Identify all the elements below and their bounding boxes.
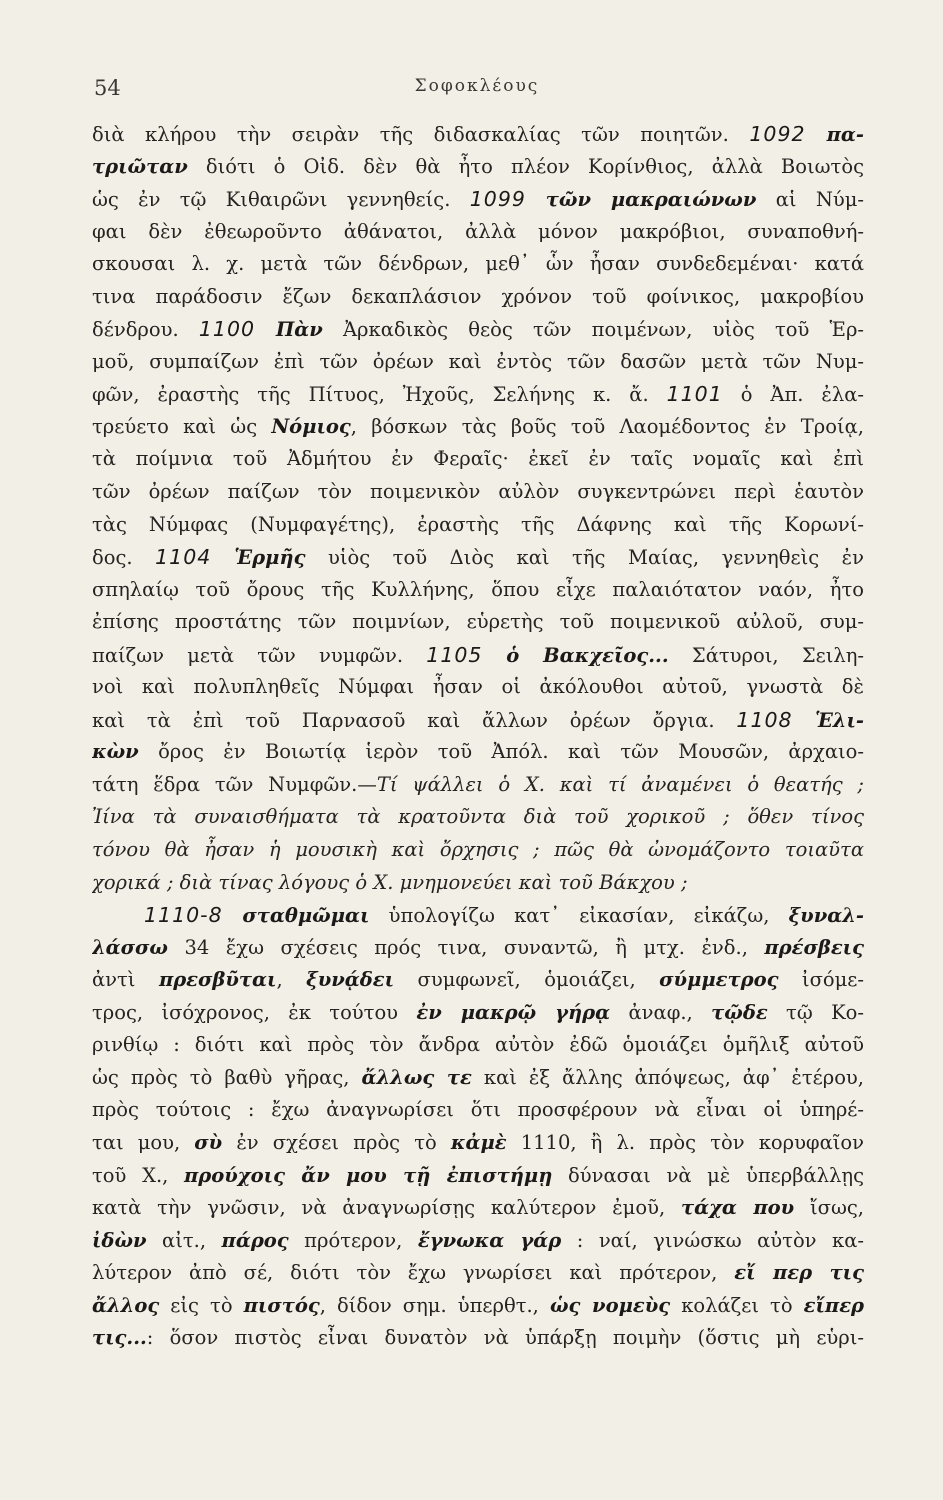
lemma: ἔγνωκα γάρ <box>417 1228 562 1252</box>
commentary-text <box>92 118 864 1355</box>
text-line <box>92 216 864 249</box>
text-segment: εἰς τὸ <box>159 1293 244 1317</box>
text-segment: πρότερον, <box>288 1228 418 1252</box>
text-segment: διὰ κλήρου τὴν σειρὰν τῆς διδασκαλίας τῶν ποιητῶν. <box>92 123 750 146</box>
verse-number: 1104 <box>155 545 212 570</box>
text-line <box>92 736 864 769</box>
text-line <box>92 801 864 834</box>
text-line <box>92 1160 864 1193</box>
verse-number: 1099 <box>469 187 526 212</box>
text-line <box>92 248 864 281</box>
text-line <box>92 1127 864 1160</box>
text-line <box>92 443 864 476</box>
lemma: τῶν μακραιώνων <box>525 188 757 212</box>
text-segment: τινα παράδοσιν ἔζων δεκαπλάσιον χρόνον τοῦ φοίνικος, μακροβίου <box>92 284 864 308</box>
page-header <box>92 66 862 106</box>
text-segment: τρος, ἰσόχρονος, ἐκ τούτου <box>92 1000 417 1024</box>
lemma: πα- <box>805 123 864 146</box>
text-line <box>92 671 864 704</box>
text-line <box>92 346 864 379</box>
lemma: ξυναλ- <box>788 904 864 928</box>
text-segment: ἐν σχέσει πρὸς τὸ <box>222 1130 451 1154</box>
text-line <box>92 183 864 216</box>
text-segment: δος. <box>92 546 156 570</box>
text-line <box>92 1225 864 1258</box>
text-line <box>92 574 864 607</box>
text-segment: καὶ τὰ ἐπὶ τοῦ Παρνασοῦ καὶ ἄλλων ὀρέων ὄργια. <box>92 708 737 732</box>
question-text: τόνου θὰ ἦσαν ἡ μουσικὴ καὶ ὄρχησις ; πῶς θὰ ὠνομάζοντο τοιαῦτα <box>92 838 864 862</box>
lemma: ὁ Βακχεῖος... <box>482 643 669 667</box>
lemma: σὺ <box>194 1130 223 1154</box>
lemma: εἴ περ τις <box>734 1261 864 1285</box>
running-head: Σοφοκλέους <box>414 76 540 96</box>
text-line <box>92 964 864 997</box>
text-segment: αἱ Νύμ- <box>756 188 864 212</box>
text-segment: συμφωνεῖ, ὁμοιάζει, <box>394 968 660 992</box>
question-text: Τί ψάλλει ὁ Χ. καὶ τί ἀναμένει ὁ θεατής ; <box>376 772 864 796</box>
text-line <box>92 606 864 639</box>
text-line <box>92 476 864 509</box>
text-line <box>92 378 864 411</box>
text-segment: νοὶ καὶ πολυπληθεῖς Νύμφαι ἦσαν οἱ ἀκόλουθοι αὐτοῦ, γνωστὰ δὲ <box>92 675 864 699</box>
lemma: ἄλλως τε <box>361 1065 472 1089</box>
lemma: Πὰν <box>255 318 323 342</box>
lemma: ἰδὼν <box>92 1228 147 1252</box>
lemma: Ἑλι- <box>792 708 864 732</box>
lemma: σύμμετρος <box>659 968 779 992</box>
text-segment: φαι δὲν ἐθεωροῦντο ἀθάνατοι, ἀλλὰ μόνον μακρόβιοι, συναποθνή- <box>92 219 864 243</box>
text-segment: δύνασαι νὰ μὲ ὑπερβάλλῃς <box>552 1163 864 1187</box>
lemma: προύχοις ἄν μου τῇ ἐπιστήμῃ <box>184 1163 553 1187</box>
text-segment: ἀντὶ <box>92 968 159 992</box>
text-segment: ὄρος ἐν Βοιωτίᾳ ἱερὸν τοῦ Ἀπόλ. καὶ τῶν Μουσῶν, ἀρχαιο- <box>138 740 864 764</box>
text-segment: Σάτυροι, Σειλη- <box>668 643 864 667</box>
lemma: κὼν <box>92 740 139 764</box>
text-segment: τοῦ Χ., <box>92 1163 185 1187</box>
lemma: τριῶταν <box>92 154 188 178</box>
text-line <box>92 899 864 932</box>
lemma: εἴπερ <box>803 1293 864 1317</box>
text-segment: αἰτ., <box>146 1228 222 1252</box>
text-line <box>92 509 864 542</box>
text-segment: λύτερον ἀπὸ σέ, διότι τὸν ἔχω γνωρίσει καὶ πρότερον, <box>92 1261 735 1285</box>
verse-number: 1108 <box>736 707 793 732</box>
text-segment: ἀναφ., <box>610 1000 712 1024</box>
lemma: πρεσβῦται <box>158 968 277 992</box>
lemma: λάσσω <box>92 935 169 959</box>
text-segment: σκουσαι λ. χ. μετὰ τῶν δένδρων, μεθ᾽ ὧν ἦσαν συνδεδεμέναι· κατά <box>92 252 864 276</box>
text-segment: τὰς Νύμφας (Νυμφαγέτης), ἐραστὴς τῆς Δάφνης καὶ τῆς Κορωνί- <box>92 512 864 536</box>
text-segment: ται μου, <box>92 1130 195 1154</box>
question-text: Ἰίνα τὰ συναισθήματα τὰ κρατοῦντα διὰ τοῦ χορικοῦ ; ὅθεν τίνος <box>92 805 864 829</box>
text-segment: καὶ ἐξ ἄλλης ἀπόψεως, ἀφ᾽ ἑτέρου, <box>471 1065 864 1089</box>
verse-number: 1110-8 <box>144 903 223 928</box>
text-segment: ἰσόμε- <box>778 968 864 992</box>
text-segment: κολάζει τὸ <box>670 1293 804 1317</box>
text-segment: διότι ὁ Οἰδ. δὲν θὰ ἦτο πλέον Κορίνθιος, ἀλλὰ Βοιωτὸς <box>187 154 864 178</box>
text-segment: τάτη ἕδρα τῶν Νυμφῶν.— <box>92 772 377 796</box>
lemma: ξυνᾴδει <box>306 968 395 992</box>
text-line <box>92 151 864 184</box>
text-segment: 1110, ἢ λ. πρὸς τὸν κορυφαῖον <box>506 1130 864 1154</box>
text-line <box>92 1062 864 1095</box>
text-segment: παίζων μετὰ τῶν νυμφῶν. <box>92 643 427 667</box>
verse-number: 1100 <box>198 317 256 342</box>
lemma: τις... <box>92 1326 147 1350</box>
text-segment: υἱὸς τοῦ Διὸς καὶ τῆς Μαίας, γεννηθεὶς ἐν <box>305 546 864 570</box>
lemma: Ἑρμῆς <box>211 546 306 570</box>
text-line <box>92 639 864 672</box>
lemma: ἄλλος <box>92 1293 160 1317</box>
text-segment: τρεύετο καὶ ὡς <box>92 414 272 438</box>
text-segment: : ναί, γινώσκω αὐτὸν κα- <box>561 1228 864 1252</box>
text-segment: πρὸς τούτοις : ἔχω ἀναγνωρίσει ὅτι προσφέρουν νὰ εἶναι οἱ ὑπηρέ- <box>92 1098 864 1122</box>
text-line <box>92 769 864 802</box>
text-segment: ρινθίῳ : διότι καὶ πρὸς τὸν ἄνδρα αὐτὸν ἐδῶ ὁμοιάζει ὁμῆλιξ αὐτοῦ <box>92 1033 864 1057</box>
text-segment: φῶν, ἐραστὴς τῆς Πίτυος, Ἠχοῦς, Σελήνης κ. ἄ. <box>92 383 667 407</box>
text-segment: 34 ἔχω σχέσεις πρός τινα, συναντῶ, ἢ μτχ. ἐνδ., <box>168 935 765 959</box>
text-segment: ὑπολογίζω κατ᾽ εἰκασίαν, εἰκάζω, <box>369 904 789 928</box>
lemma: κἀμὲ <box>450 1130 507 1154</box>
lemma: πιστός <box>243 1293 320 1317</box>
verse-number: 1101 <box>666 382 723 407</box>
lemma: τῷδε <box>711 1000 768 1024</box>
text-line <box>92 541 864 574</box>
text-line <box>92 1257 864 1290</box>
question-text: χορικά ; διὰ τίνας λόγους ὁ Χ. μνημονεύει καὶ τοῦ Βάκχου ; <box>92 870 688 894</box>
text-segment: ὡς πρὸς τὸ βαθὺ γῆρας, <box>92 1065 362 1089</box>
text-segment: , <box>276 968 307 992</box>
text-line <box>92 1192 864 1225</box>
text-line <box>92 932 864 965</box>
text-line <box>92 834 864 867</box>
lemma: ἐν μακρῷ γήρᾳ <box>416 1000 611 1024</box>
text-segment: τῷ Κο- <box>767 1000 864 1024</box>
text-segment: , βόσκων τὰς βοῦς τοῦ Λαομέδοντος ἐν Τροίᾳ, <box>350 414 864 438</box>
text-line <box>92 1322 864 1355</box>
text-segment: μοῦ, συμπαίζων ἐπὶ τῶν ὀρέων καὶ ἐντὸς τῶν δασῶν μετὰ τῶν Νυμ- <box>92 349 864 373</box>
text-segment: κατὰ τὴν γνῶσιν, νὰ ἀναγνωρίσῃς καλύτερον ἐμοῦ, <box>92 1196 681 1220</box>
text-segment: δένδρου. <box>92 318 199 342</box>
text-line <box>92 313 864 346</box>
text-segment: Ἀρκαδικὸς θεὸς τῶν ποιμένων, υἱὸς τοῦ Ἑρ- <box>322 318 864 342</box>
lemma: πάρος <box>221 1228 289 1252</box>
text-line <box>92 1094 864 1127</box>
page-number: 54 <box>94 76 121 100</box>
lemma: πρέσβεις <box>764 935 864 959</box>
text-segment: ἴσως, <box>794 1196 864 1220</box>
lemma: σταθμῶμαι <box>222 904 370 928</box>
text-line <box>92 118 864 151</box>
text-line <box>92 704 864 737</box>
text-segment: : ὅσον πιστὸς εἶναι δυνατὸν νὰ ὑπάρξῃ ποιμὴν (ὅστις μὴ εὑρι- <box>146 1326 864 1350</box>
text-line <box>92 997 864 1030</box>
text-segment: ὁ Ἀπ. ἐλα- <box>722 383 864 407</box>
text-segment: ἐπίσης προστάτης τῶν ποιμνίων, εὑρετὴς τοῦ ποιμενικοῦ αὐλοῦ, συμ- <box>92 610 864 634</box>
text-segment: τῶν ὀρέων παίζων τὸν ποιμενικὸν αὐλὸν συγκεντρώνει περὶ ἑαυτὸν <box>92 480 864 504</box>
lemma: τάχα που <box>680 1196 795 1220</box>
text-line <box>92 411 864 444</box>
text-segment: τὰ ποίμνια τοῦ Ἀδμήτου ἐν Φεραῖς· ἐκεῖ ἐν ταῖς νομαῖς καὶ ἐπὶ <box>92 447 864 471</box>
lemma: ὡς νομεὺς <box>549 1293 671 1317</box>
text-line <box>92 1029 864 1062</box>
text-line <box>92 1290 864 1323</box>
lemma: Νόμιος <box>271 414 351 438</box>
text-segment: , δίδον σημ. ὑπερθτ., <box>319 1293 550 1317</box>
text-segment: ὡς ἐν τῷ Κιθαιρῶνι γεννηθείς. <box>92 188 470 212</box>
text-line <box>92 867 864 900</box>
verse-number: 1092 <box>749 122 806 146</box>
verse-number: 1105 <box>426 642 483 667</box>
text-line <box>92 281 864 314</box>
text-segment: σπηλαίῳ τοῦ ὄρους τῆς Κυλλήνης, ὅπου εἶχε παλαιότατον ναόν, ἦτο <box>92 577 864 601</box>
